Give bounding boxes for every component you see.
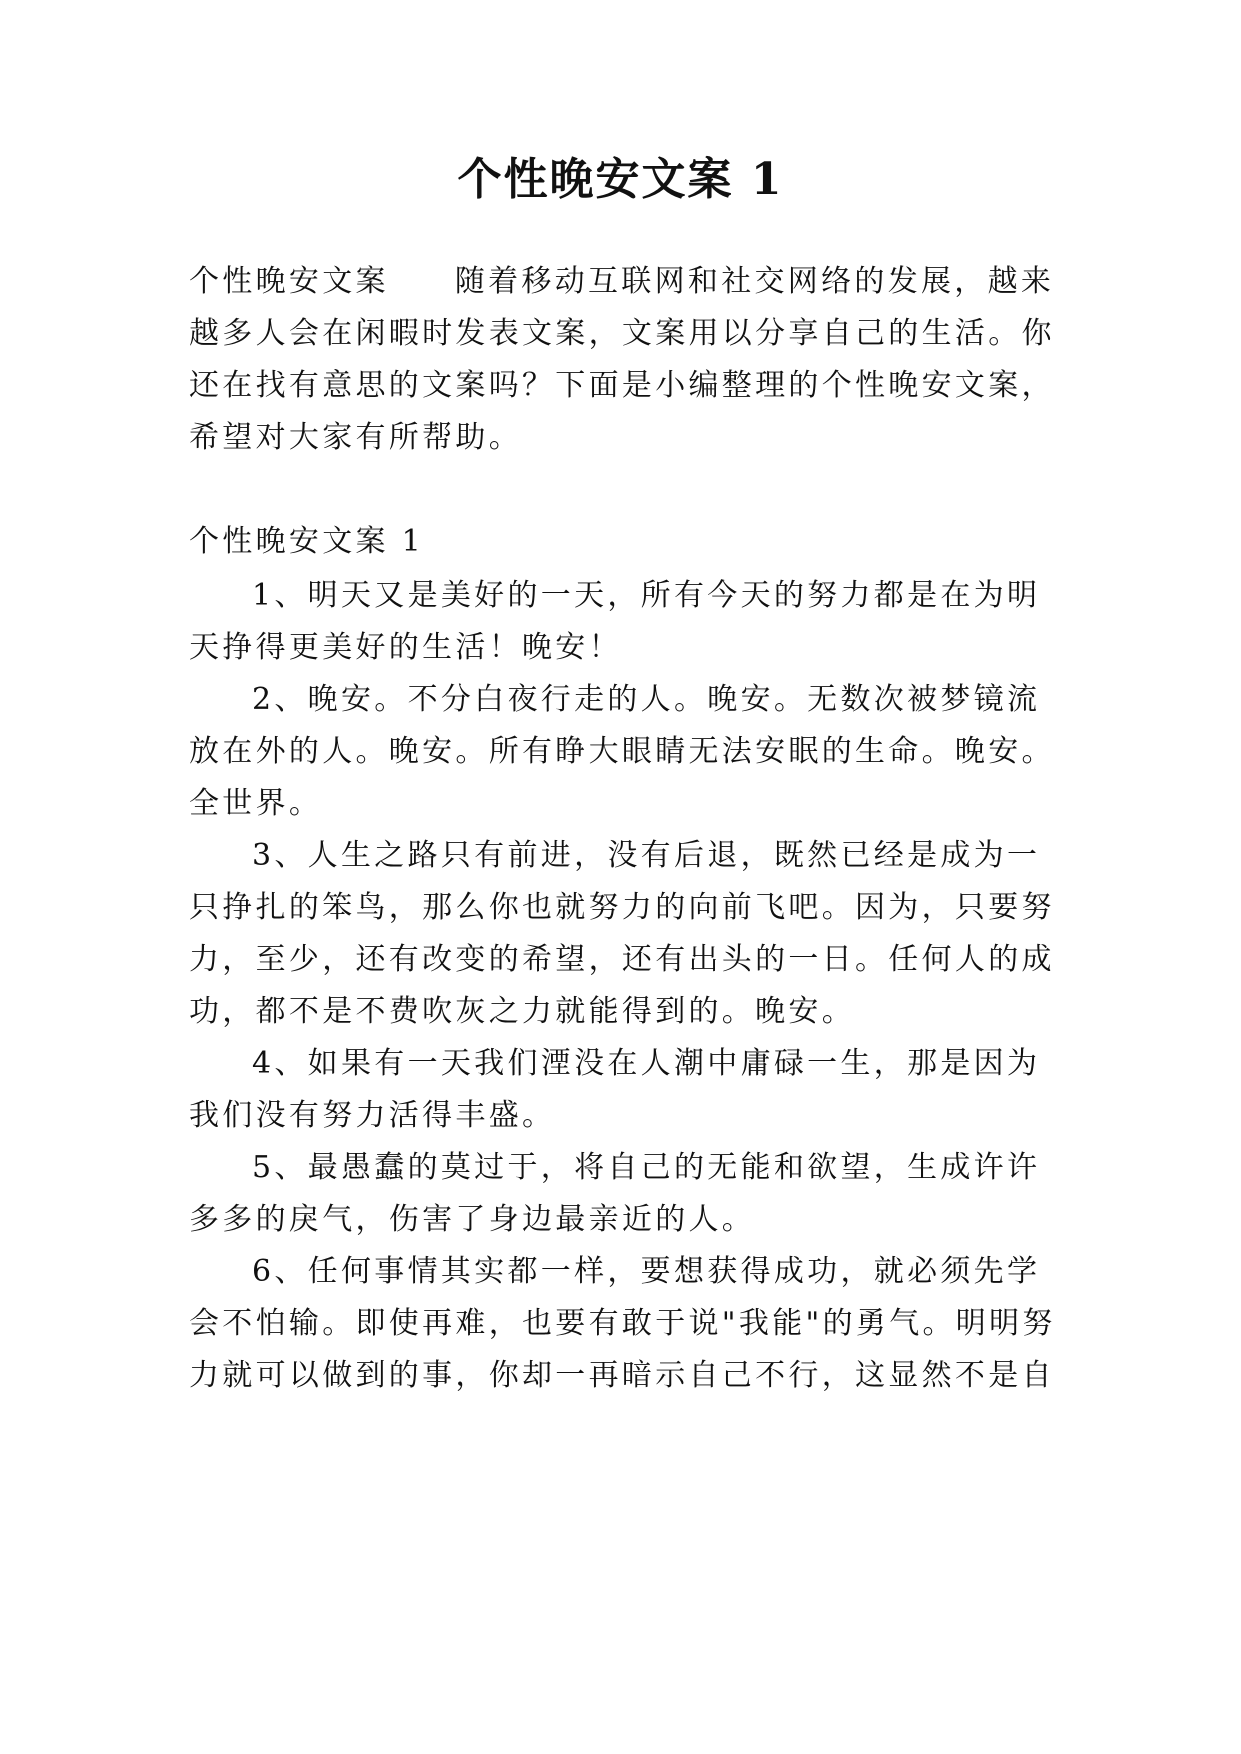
- item-6-line-2: 会不怕输。即使再难，也要有敢于说"我能"的勇气。明明努: [189, 1306, 1056, 1341]
- item-3-line-4: 功，都不是不费吹灰之力就能得到的。晚安。: [189, 994, 855, 1029]
- item-2-line-2: 放在外的人。晚安。所有睁大眼睛无法安眠的生命。晚安。: [189, 734, 1055, 769]
- item-2-line-1: 2、晚安。不分白夜行走的人。晚安。无数次被梦镜流: [252, 682, 1041, 717]
- item-1-line-1: 1、明天又是美好的一天，所有今天的努力都是在为明: [252, 578, 1041, 613]
- intro-line-2: 越多人会在闲暇时发表文案，文案用以分享自己的生活。你: [189, 316, 1055, 351]
- section-heading: 个性晚安文案 1: [189, 524, 425, 559]
- item-6-line-1: 6、任何事情其实都一样，要想获得成功，就必须先学: [252, 1254, 1041, 1289]
- item-2-line-3: 全世界。: [189, 786, 323, 821]
- intro-line-4: 希望对大家有所帮助。: [189, 420, 522, 455]
- item-5-line-1: 5、最愚蠢的莫过于，将自己的无能和欲望，生成许许: [252, 1150, 1041, 1185]
- item-5-line-2: 多多的戾气，伤害了身边最亲近的人。: [189, 1202, 756, 1237]
- intro-label: 个性晚安文案: [189, 264, 389, 299]
- item-4-line-2: 我们没有努力活得丰盛。: [189, 1098, 556, 1133]
- item-1-line-2: 天挣得更美好的生活！晚安！: [189, 630, 622, 665]
- item-3-line-2: 只挣扎的笨鸟，那么你也就努力的向前飞吧。因为，只要努: [189, 890, 1055, 925]
- intro-line-1: [189, 262, 1059, 302]
- item-6-line-3: 力就可以做到的事，你却一再暗示自己不行，这显然不是自: [189, 1358, 1055, 1393]
- document-title: 个性晚安文案 1: [457, 154, 784, 205]
- intro-text: 随着移动互联网和社交网络的发展，越来: [454, 264, 1055, 299]
- item-3-line-1: 3、人生之路只有前进，没有后退，既然已经是成为一: [252, 838, 1041, 873]
- intro-line-3: 还在找有意思的文案吗？下面是小编整理的个性晚安文案，: [189, 368, 1055, 403]
- item-4-line-1: 4、如果有一天我们湮没在人潮中庸碌一生，那是因为: [252, 1046, 1041, 1081]
- item-3-line-3: 力，至少，还有改变的希望，还有出头的一日。任何人的成: [189, 942, 1055, 977]
